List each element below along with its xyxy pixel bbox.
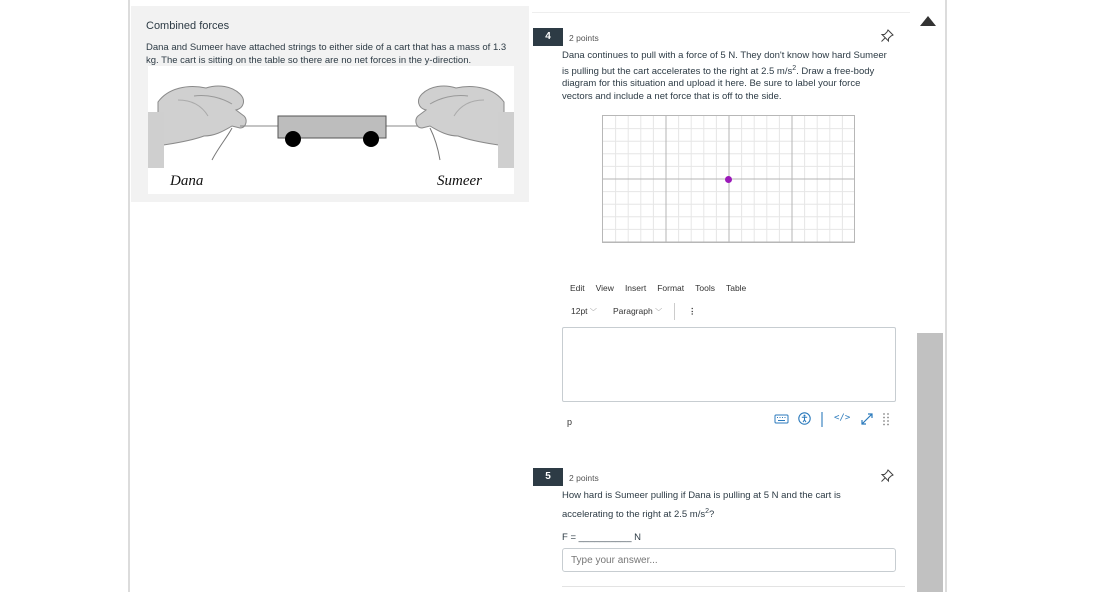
keyboard-icon[interactable] [774, 412, 789, 430]
editor-path: p [567, 417, 573, 427]
page-frame-left [128, 0, 130, 592]
more-options-button[interactable]: ⋮ [688, 306, 697, 316]
menu-edit[interactable]: Edit [570, 283, 585, 293]
figure-label-dana: Dana [170, 173, 204, 189]
block-format-select[interactable]: Paragraph ﹀ [613, 306, 663, 316]
chevron-down-icon: ﹀ [589, 309, 597, 316]
stimulus-panel [131, 6, 529, 202]
pin-icon[interactable] [880, 29, 894, 43]
scrollbar-thumb[interactable] [917, 333, 943, 592]
page-frame-right [945, 0, 947, 592]
answer-input[interactable] [562, 548, 896, 572]
cart-wheel-right [363, 131, 379, 147]
menu-insert[interactable]: Insert [624, 283, 647, 293]
cart-wheel-left [285, 131, 301, 147]
html-editor-toggle[interactable]: </> [834, 413, 851, 423]
stimulus-title: Combined forces [146, 20, 230, 32]
left-hand-icon [148, 86, 246, 168]
figure-label-sumeer: Sumeer [437, 173, 482, 189]
fill-in-blank: F = __________ N [562, 532, 641, 543]
chevron-down-icon: ﹀ [655, 309, 663, 316]
accessibility-icon[interactable] [798, 412, 811, 430]
font-size-select[interactable]: 12pt ﹀ [571, 306, 597, 316]
question-5-number: 5 [533, 468, 563, 486]
fullscreen-icon[interactable] [860, 412, 874, 431]
status-divider [821, 412, 823, 427]
menu-view[interactable]: View [595, 283, 614, 293]
menu-format[interactable]: Format [657, 283, 685, 293]
question-5-points: 2 points [569, 473, 599, 483]
stimulus-text: Dana and Sumeer have attached strings to either side of a cart that has a mass of 1.3 kg. The cart is sitting on the table so there are no net forces in the y-direction. [146, 42, 507, 66]
menu-tools[interactable]: Tools [695, 283, 715, 293]
rich-text-editor[interactable] [562, 327, 896, 402]
question-4-number: 4 [533, 28, 563, 46]
graph-origin-point[interactable] [725, 176, 732, 183]
question-divider [562, 586, 905, 587]
question-4-points: 2 points [569, 33, 599, 43]
pin-icon[interactable] [880, 469, 894, 483]
editor-menubar [570, 283, 757, 293]
right-hand-icon [416, 86, 514, 168]
question-5-text: How hard is Sumeer pulling if Dana is pulling at 5 N and the cart is accelerating to the right at 2.5 $m/s^2$? [562, 490, 841, 520]
toolbar-divider [674, 303, 675, 320]
cart-figure [148, 66, 514, 194]
question-4-text: Dana continues to pull with a force of 5 N. They don't know how hard Sumeer is pulling but the cart accelerates to the right at 2.5 $m/s^2$. Draw a free-body diagram for this situation and upload it here. Be sure to label your force vectors and include a net force that is off to the side. [562, 50, 887, 102]
menu-table[interactable]: Table [725, 283, 747, 293]
resize-handle-icon[interactable] [882, 412, 890, 431]
scroll-up-arrow-icon[interactable] [920, 16, 936, 26]
